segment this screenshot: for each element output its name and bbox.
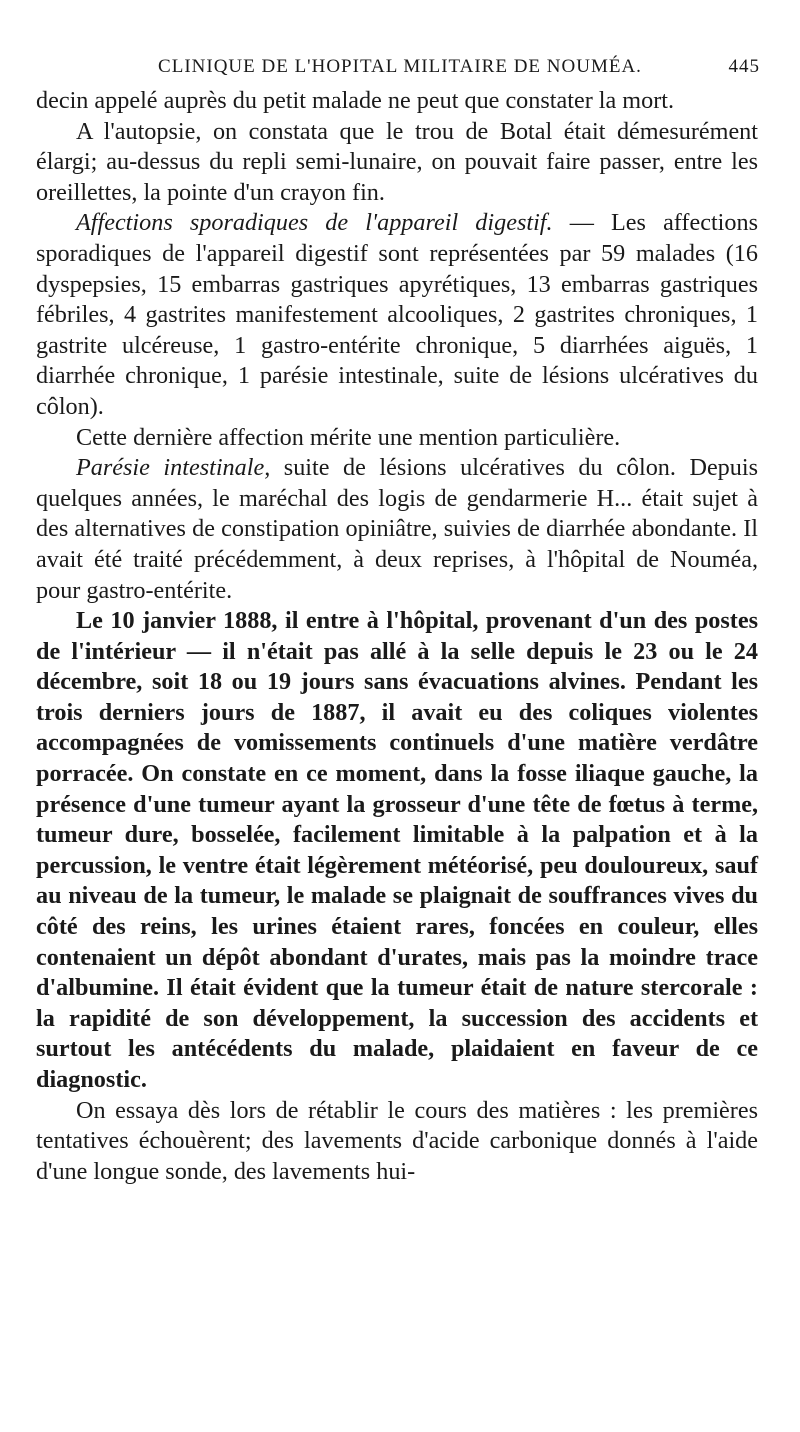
paragraph-affections-sporadiques [36,208,758,422]
paragraph-text: Le 10 janvier 1888, il entre à l'hôpital, provenant d'un des postes de l'intérieur — il n'était pas allé à la selle depuis le 23 ou le 24 décembre, soit 18 ou 19 jours sans évacuations alvines. Pendant les trois derniers jours de 1887, il avait eu des coliques violentes accompagnées de vomissements continuels d'une matière verdâtre porracée. On constate en ce moment, dans la fosse iliaque gauche, la présence d'une tumeur ayant la grosseur d'une tête de fœtus à terme, tumeur dure, bosselée, facilement limitable à la palpation et à la percussion, le ventre était légèrement météorisé, peu douloureux, sauf au niveau de la tumeur, le malade se plaignait de souffrances vives du côté des reins, les urines étaient rares, foncées en couleur, elles contenaient un dépôt abondant d'urates, mais pas la moindre trace d'albumine. Il était évident que la tumeur était de nature stercorale : la rapidité de son développement, la succession des accidents et surtout les antécédents du malade, plaidaient en faveur de ce diagnostic. [36,607,758,1093]
paragraph-text: On essaya dès lors de rétablir le cours des matières : les premières tentatives échouèrent; des lavements d'acide carbonique donnés à l'aide d'une longue sonde, des lavements hui- [36,1096,758,1185]
paragraph-treatment [36,1096,758,1188]
paragraph-text: Cette dernière affection mérite une mention particulière. [76,423,621,451]
running-header [40,56,760,78]
section-heading: Parésie intestinale, [76,454,271,482]
running-title: CLINIQUE DE L'HOPITAL MILITAIRE DE NOUMÉA. [158,56,642,77]
paragraph-case-history [36,606,758,1096]
section-heading: Affections sporadiques de l'appareil digestif. [76,209,553,237]
paragraph-text: A l'autopsie, on constata que le trou de Botal était démesurément élargi; au-dessus du repli semi-lunaire, on pouvait faire passer, entre les oreillettes, la pointe d'un crayon fin. [36,117,758,206]
page-body [36,86,758,1187]
paragraph-text: decin appelé auprès du petit malade ne peut que constater la mort. [36,87,675,114]
paragraph-text: suite de lésions ulcératives du côlon. Depuis quelques années, le maréchal des logis de gendarmerie H... était sujet à des alternatives de constipation opiniâtre, suivies de diarrhée abondante. Il avait été traité précédemment, à deux reprises, à l'hôpital de Nouméa, pour gastro-entérite. [36,454,759,604]
paragraph-paresie [36,453,758,606]
page-number: 445 [728,56,760,77]
paragraph-mention [36,423,758,454]
paragraph-continuation [36,86,758,117]
paragraph-autopsy [36,117,758,209]
paragraph-text: — Les affections sporadiques de l'appareil digestif sont représentées par 59 malades (16 dyspepsies, 15 embarras gastriques apyrétiques, 13 embarras gastriques fébriles, 4 gastrites manifestement alcooliques, 2 gastrites chroniques, 1 gastrite ulcéreuse, 1 gastro-entérite chronique, 5 diarrhées aiguës, 1 diarrhée chronique, 1 parésie intestinale, suite de lésions ulcératives du côlon). [36,209,758,420]
